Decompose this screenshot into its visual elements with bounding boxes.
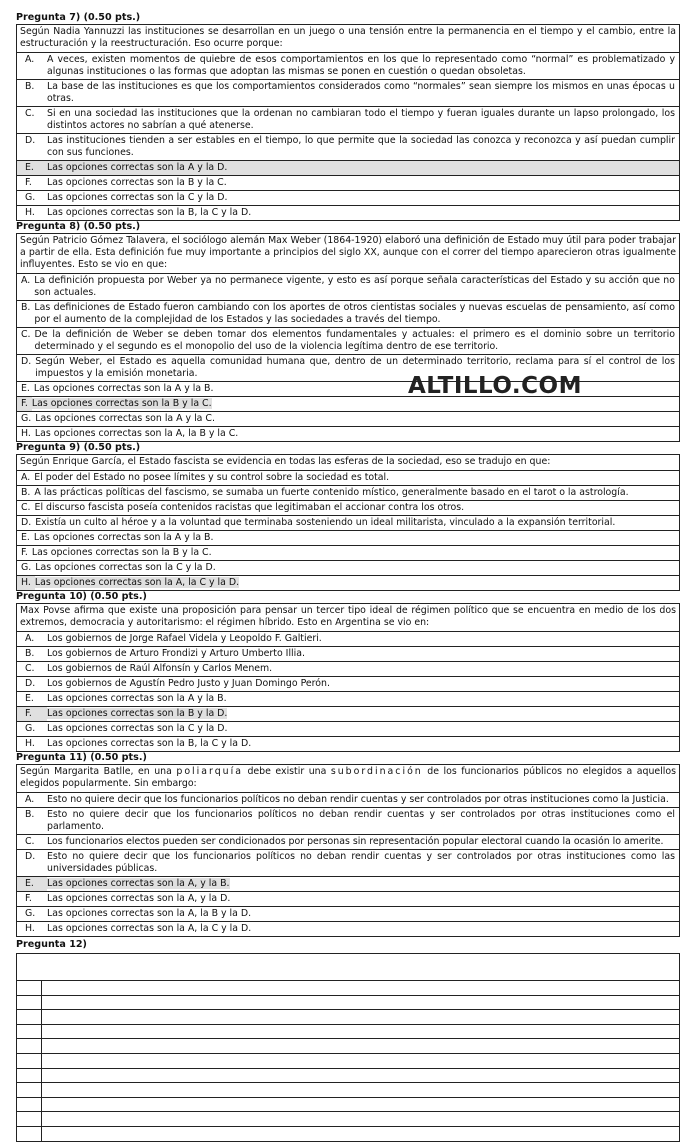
q10-option-a[interactable]: A. Los gobiernos de Jorge Rafael Videla y Leopoldo F. Galtieri.	[17, 632, 679, 647]
question-7-title: Pregunta 7) (0.50 pts.)	[16, 12, 141, 23]
q7-option-e[interactable]: E. Las opciones correctas son la A y la D.	[17, 161, 679, 176]
q10-option-f[interactable]: F. Las opciones correctas son la B y la D.	[17, 707, 679, 722]
grid-row[interactable]	[17, 1069, 679, 1084]
q8-option-b[interactable]: B. Las definiciones de Estado fueron cambiando con los aportes de otros cientistas sociales y nuevas escuelas de pensamiento, así como por el aumento de la complejidad de los Estados y las sociedades a través del tiempo.	[17, 301, 679, 328]
question-9-title: Pregunta 9) (0.50 pts.)	[16, 442, 141, 453]
question-12-answer-grid	[16, 953, 680, 1142]
q7-option-h[interactable]: H. Las opciones correctas son la B, la C y la D.	[25, 207, 252, 218]
question-7-box	[16, 24, 680, 221]
q10-option-b[interactable]: B. Los gobiernos de Arturo Frondizi y Arturo Umberto Illia.	[17, 647, 679, 662]
question-9-box	[16, 454, 680, 591]
exam-document	[16, 12, 680, 1142]
grid-row[interactable]	[17, 981, 679, 996]
q9-option-b[interactable]: B. A las prácticas políticas del fascismo, se sumaba un fuerte contenido místico, generalmente basado en el tarot o la astrología.	[17, 486, 679, 501]
q9-option-g[interactable]: G. Las opciones correctas son la C y la D.	[17, 561, 679, 576]
q11-option-f[interactable]: F. Las opciones correctas son la A, y la D.	[17, 892, 679, 907]
question-9-stem: Según Enrique García, el Estado fascista se evidencia en todas las esferas de la sociedad, eso se tradujo en que:	[17, 455, 679, 471]
q8-option-e[interactable]: E. Las opciones correctas son la A y la B.	[17, 382, 679, 397]
q9-option-d[interactable]: D. Existía un culto al héroe y a la voluntad que terminaba sosteniendo un ideal militarista, vinculado a la expansión territorial.	[17, 516, 679, 531]
question-11-stem: Según Margarita Batlle, en una poliarquía debe existir una subordinación de los funcionarios públicos no elegidos a aquellos elegidos popularmente. Sin embargo:	[17, 765, 679, 793]
question-12-title: Pregunta 12)	[16, 939, 87, 950]
question-7-stem: Según Nadia Yannuzzi las instituciones se desarrollan en un juego o una tensión entre la permanencia en el tiempo y el cambio, entre la estructuración y la reestructuración. Eso ocurre porque:	[17, 25, 679, 53]
q9-option-c[interactable]: C. El discurso fascista poseía contenidos racistas que legitimaban el accionar contra los otros.	[17, 501, 679, 516]
q9-option-e[interactable]: E. Las opciones correctas son la A y la B.	[17, 531, 679, 546]
grid-row[interactable]	[17, 996, 679, 1011]
q11-option-b[interactable]: B. Esto no quiere decir que los funcionarios políticos no deban rendir cuentas y ser controlados por otras instituciones como el parlamento.	[17, 808, 679, 835]
q8-option-g[interactable]: G. Las opciones correctas son la A y la C.	[17, 412, 679, 427]
q9-option-a[interactable]: A. El poder del Estado no posee límites y su control sobre la sociedad es total.	[17, 471, 679, 486]
grid-row[interactable]	[17, 1010, 679, 1025]
grid-row[interactable]	[17, 1054, 679, 1069]
q11-option-h[interactable]: H. Las opciones correctas son la A, la C y la D.	[25, 923, 252, 934]
q10-option-c[interactable]: C. Los gobiernos de Raúl Alfonsín y Carlos Menem.	[17, 662, 679, 677]
grid-row[interactable]	[17, 1025, 679, 1040]
q11-option-c[interactable]: C. Los funcionarios electos pueden ser condicionados por personas sin representación popular electoral cuando la ocasión lo amerite.	[17, 835, 679, 850]
grid-row[interactable]	[17, 1098, 679, 1113]
grid-header-row	[17, 954, 679, 981]
q8-option-a[interactable]: A. La definición propuesta por Weber ya no permanece vigente, y esto es así porque señala características del Estado y su acción que no son actuales.	[17, 274, 679, 301]
question-10-box	[16, 603, 680, 752]
q7-option-g[interactable]: G. Las opciones correctas son la C y la D.	[17, 191, 679, 206]
q10-option-d[interactable]: D. Los gobiernos de Agustín Pedro Justo y Juan Domingo Perón.	[17, 677, 679, 692]
q10-option-e[interactable]: E. Las opciones correctas son la A y la B.	[17, 692, 679, 707]
q7-option-a[interactable]: A. A veces, existen momentos de quiebre de esos comportamientos en los que lo representado como “normal” es problematizado y algunas instituciones o las formas que adoptan las mismas se ponen en cuestión o quedan obsoletas.	[17, 53, 679, 80]
q8-option-d[interactable]: D. Según Weber, el Estado es aquella comunidad humana que, dentro de un determinado territorio, reclama para sí el control de los impuestos y la emisión monetaria.	[17, 355, 679, 382]
question-8-box	[16, 233, 680, 442]
watermark-logo: ALTILLO.COM	[408, 373, 582, 399]
q7-option-b[interactable]: B. La base de las instituciones es que los comportamientos considerados como “normales” sean siempre los mismos en unas épocas u otras.	[17, 80, 679, 107]
grid-row[interactable]	[17, 1112, 679, 1127]
grid-row[interactable]	[17, 1039, 679, 1054]
q11-option-g[interactable]: G. Las opciones correctas son la A, la B y la D.	[17, 907, 679, 922]
question-11-box	[16, 764, 680, 937]
q10-option-g[interactable]: G. Las opciones correctas son la C y la D.	[17, 722, 679, 737]
q8-option-f[interactable]: F. Las opciones correctas son la B y la C.	[17, 397, 679, 412]
q8-option-h[interactable]: H. Las opciones correctas son la A, la B y la C.	[21, 428, 239, 439]
q7-option-d[interactable]: D. Las instituciones tienden a ser estables en el tiempo, lo que permite que la sociedad las conozca y reconozca y así puedan cumplir con sus funciones.	[17, 134, 679, 161]
question-10-stem: Max Povse afirma que existe una proposición para pensar un tercer tipo ideal de régimen político que se encuentra en medio de los dos extremos, democracia y autoritarismo: el régimen híbrido. Esto en Argentina se vio en:	[17, 604, 679, 632]
q9-option-f[interactable]: F. Las opciones correctas son la B y la C.	[17, 546, 679, 561]
grid-row[interactable]	[17, 1083, 679, 1098]
q8-option-c[interactable]: C. De la definición de Weber se deben tomar dos elementos fundamentales y actuales: el primero es el dominio sobre un territorio determinado y el segundo es el monopolio del uso de la violencia legítima dentro de ese territorio.	[17, 328, 679, 355]
q10-option-h[interactable]: H. Las opciones correctas son la B, la C y la D.	[25, 738, 252, 749]
q11-option-a[interactable]: A. Esto no quiere decir que los funcionarios políticos no deban rendir cuentas y ser controlados por otras instituciones como la Justicia.	[17, 793, 679, 808]
q7-option-c[interactable]: C. Si en una sociedad las instituciones que la ordenan no cambiaran todo el tiempo y fueran iguales durante un lapso prolongado, los distintos actores no sabrían a qué atenerse.	[17, 107, 679, 134]
q11-option-e[interactable]: E. Las opciones correctas son la A, y la B.	[17, 877, 679, 892]
grid-row[interactable]	[17, 1127, 679, 1141]
q9-option-h[interactable]: H. Las opciones correctas son la A, la C y la D.	[17, 576, 679, 590]
question-10-title: Pregunta 10) (0.50 pts.)	[16, 591, 147, 602]
question-8-title: Pregunta 8) (0.50 pts.)	[16, 221, 141, 232]
question-8-stem: Según Patricio Gómez Talavera, el sociólogo alemán Max Weber (1864-1920) elaboró una definición de Estado muy útil para poder trabajar a partir de ella. Esta definición fue muy importante a principios del siglo XX, aunque con el correr del tiempo aparecieron otras igualmente influyentes. Esto se vio en que:	[17, 234, 679, 274]
question-11-title: Pregunta 11) (0.50 pts.)	[16, 752, 147, 763]
q7-option-f[interactable]: F. Las opciones correctas son la B y la C.	[17, 176, 679, 191]
q11-option-d[interactable]: D. Esto no quiere decir que los funcionarios políticos no deban rendir cuentas y ser controlados por otras instituciones como las universidades públicas.	[17, 850, 679, 877]
